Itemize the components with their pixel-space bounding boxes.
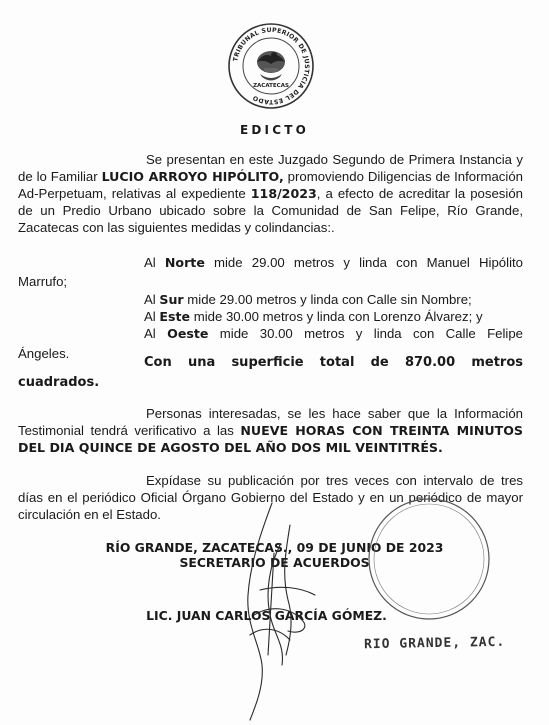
intro-paragraph [18,151,523,236]
publication-paragraph: Expídase su publicación por tres veces con intervalo de tres días en el periódico Oficial Órgano Gobierno del Estado y en un periódico de mayor circulación en el Estado. [18,473,523,522]
boundary-east: Al Este mide 30.00 metros y linda con Lorenzo Álvarez; y [144,309,483,324]
boundary-south: Al Sur mide 29.00 metros y linda con Calle sin Nombre; [144,292,472,307]
seal-ring-text: TRIBUNAL SUPERIOR DE JUSTICIA DEL ESTADO [232,26,311,106]
surface-line-1: Con una superficie total de 870.00 metros [144,355,523,370]
position-title: SECRETARIO DE ACUERDOS [179,555,370,570]
intro-text-1: Se presentan en este Juzgado Segundo de Primera Instancia y de lo Familiar [18,152,523,184]
document-title: EDICTO [239,123,310,137]
hearing-text: Personas interesadas, se les hace saber que la Información Testimonial tendrá verificativo a las [18,406,523,438]
seal-city: ZACATECAS [253,83,289,89]
boundary-north-cont: Marrufo; [18,273,68,289]
boundary-north: Al Norte mide 29.00 metros y linda con Manuel Hipólito [144,255,523,270]
intro-text-2: promoviendo Diligencias de Información Ad-Perpetuam, relativas al expediente [18,169,523,201]
place-date: RÍO GRANDE, ZACATECAS., 09 DE JUNIO DE 2023 [105,540,444,555]
signatory-name: LIC. JUAN CARLOS GARCÍA GÓMEZ. [146,608,387,623]
boundary-west-cont: Ángeles. [18,346,70,361]
petitioner-name: LUCIO ARROYO HIPÓLITO, [101,169,284,184]
surface-statement [18,353,523,393]
boundaries-list [18,254,523,290]
court-seal-icon [226,22,316,110]
boundaries-list-2 [18,291,523,362]
stamp-text: RIO GRANDE, ZAC. [363,634,506,653]
boundary-west: Al Oeste mide 30.00 metros y linda con Calle Felipe [144,326,524,341]
hearing-datetime: NUEVE HORAS CON TREINTA MINUTOS DEL DIA QUINCE DE AGOSTO DEL AÑO DOS MIL VEINTITRÉS. [18,423,523,455]
intro-text-3: , a efecto de acreditar la posesión de un Predio Urbano ubicado sobre la Comunidad de San Felipe, Río Grande, Zacatecas con las siguientes medidas y colindancias:. [18,186,524,235]
hearing-paragraph [18,405,523,456]
surface-line-2: cuadrados. [18,375,100,390]
case-number: 118/2023 [250,186,317,201]
